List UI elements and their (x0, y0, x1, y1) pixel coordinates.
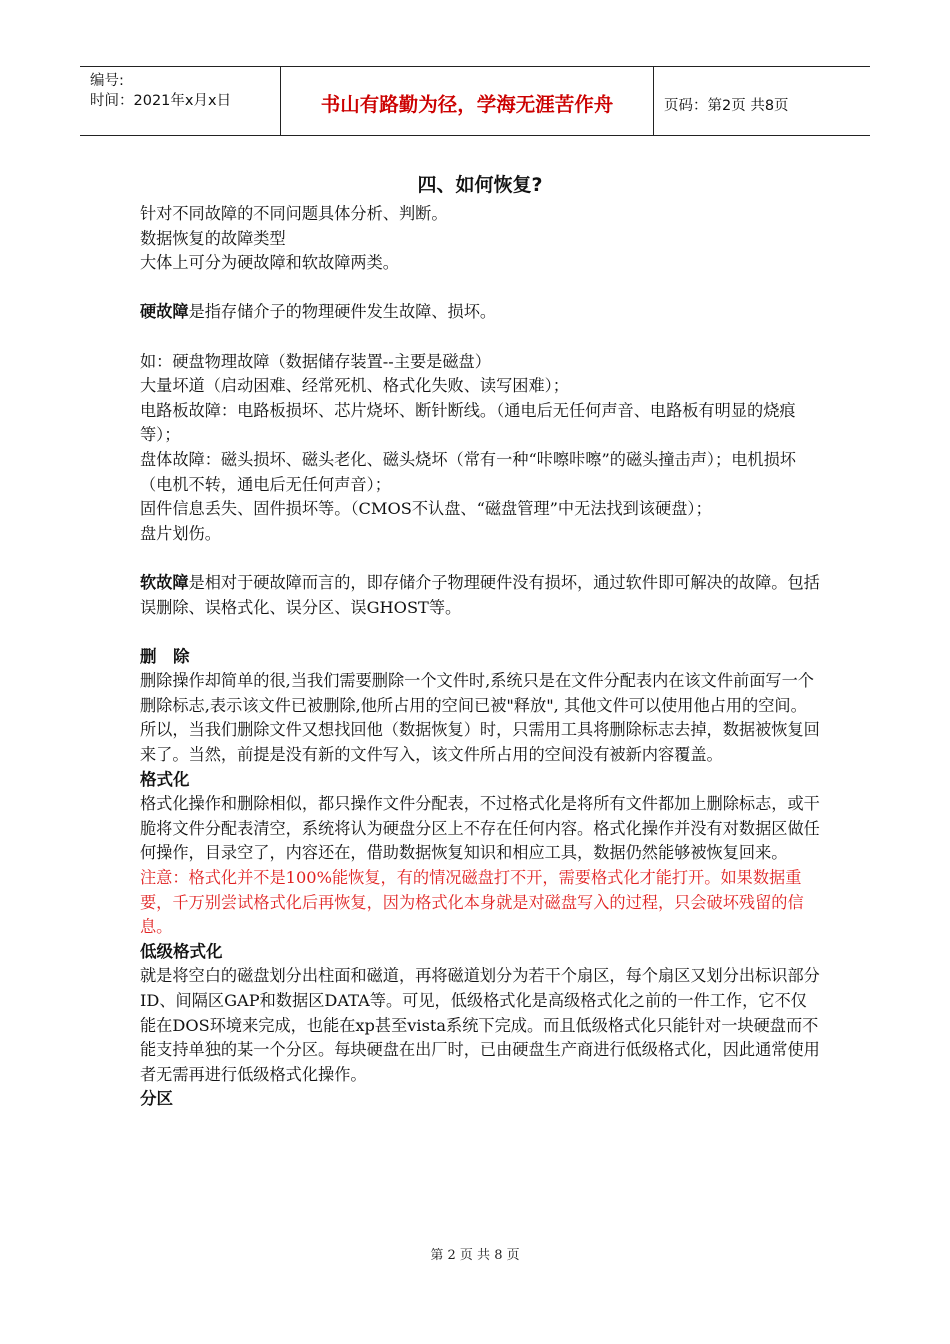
soft-fault-term: 软故障 (140, 572, 189, 592)
soft-fault-paragraph (140, 571, 820, 620)
hard-fault-term: 硬故障 (140, 302, 189, 322)
hard-example: 大量坏道（启动困难、经常死机、格式化失败、读写困难）； (140, 376, 569, 396)
hard-fault-definition: 是指存储介子的物理硬件发生故障、损坏。 (188, 302, 497, 322)
format-heading: 格式化 (140, 769, 190, 789)
document-number-label: 编号: (90, 73, 124, 89)
spacer (140, 546, 820, 571)
spacer (140, 325, 820, 350)
spacer (140, 276, 820, 301)
header-meta (80, 67, 281, 135)
hard-example: 固件信息丢失、固件损坏等。（CMOS不认盘、“磁盘管理”中无法找到该硬盘）； (140, 499, 712, 519)
header-page-number: 页码：第2页 共8页 (664, 97, 789, 114)
intro-line: 数据恢复的故障类型 (140, 228, 286, 248)
page-header (80, 66, 870, 136)
lowlevel-format-heading: 低级格式化 (140, 941, 223, 961)
format-text: 格式化操作和删除相似，都只操作文件分配表，不过格式化是将所有文件都加上删除标志，或干脆将文件分配表清空，系统将认为硬盘分区上不存在任何内容。格式化操作并没有对数据区做任何操作，目录空了，内容还在，借助数据恢复知识和相应工具，数据仍然能够被恢复回来。 (140, 794, 820, 863)
page-footer: 第 2 页 共 8 页 (430, 1248, 520, 1263)
spacer (140, 620, 820, 645)
hard-example: 盘片划伤。 (140, 523, 221, 543)
header-motto: 书山有路勤为径，学海无涯苦作舟 (281, 67, 654, 135)
intro-line: 针对不同故障的不同问题具体分析、判断。 (140, 204, 448, 223)
lowlevel-format-text: 就是将空白的磁盘划分出柱面和磁道，再将磁道划分为若干个扇区，每个扇区又划分出标识部分ID、间隔区GAP和数据区DATA等。可见，低级格式化是高级格式化之前的一件工作，它不仅能在DOS环境来完成，也能在xp甚至vista系统下完成。而且低级格式化只能针对一块硬盘而不能支持单独的某一个分区。每块硬盘在出厂时，已由硬盘生产商进行低级格式化，因此通常使用者无需再进行低级格式化操作。 (140, 966, 820, 1084)
hard-example: 盘体故障：磁头损坏、磁头老化、磁头烧坏（常有一种“咔嚓咔嚓”的磁头撞击声）；电机损坏（电机不转，通电后无任何声音）； (140, 449, 796, 494)
delete-text: 删除操作却简单的很,当我们需要删除一个文件时,系统只是在文件分配表内在该文件前面写一个删除标志,表示该文件已被删除,他所占用的空间已被"释放", 其他文件可以使用他占用的空间。所以，当我们删除文件又想找回他（数据恢复）时，只需用工具将删除标志去掉，数据被恢复回来了。当然，前提是没有新的文件写入，该文件所占用的空间没有被新内容覆盖。 (140, 671, 820, 765)
soft-fault-definition: 是相对于硬故障而言的，即存储介子物理硬件没有损坏，通过软件即可解决的故障。包括误删除、误格式化、误分区、误GHOST等。 (140, 572, 820, 617)
section-title: 四、如何恢复? (417, 174, 543, 196)
hard-example: 电路板故障：电路板损坏、芯片烧坏、断针断线。（通电后无任何声音、电路板有明显的烧痕等）； (140, 400, 796, 445)
format-warning: 注意：格式化并不是100%能恢复，有的情况磁盘打不开，需要格式化才能打开。如果数据重要，千万别尝试格式化后再恢复，因为格式化本身就是对磁盘写入的过程，只会破坏残留的信息。 (140, 868, 804, 937)
hard-example: 如：硬盘物理故障（数据储存装置--主要是磁盘） (140, 351, 491, 371)
delete-heading: 删 除 (140, 646, 190, 666)
document-date: 时间：2021年x月x日 (90, 93, 232, 109)
partition-heading: 分区 (140, 1089, 173, 1109)
intro-line: 大体上可分为硬故障和软故障两类。 (140, 253, 399, 273)
hard-fault-paragraph (140, 300, 820, 325)
document-body (140, 170, 820, 1112)
